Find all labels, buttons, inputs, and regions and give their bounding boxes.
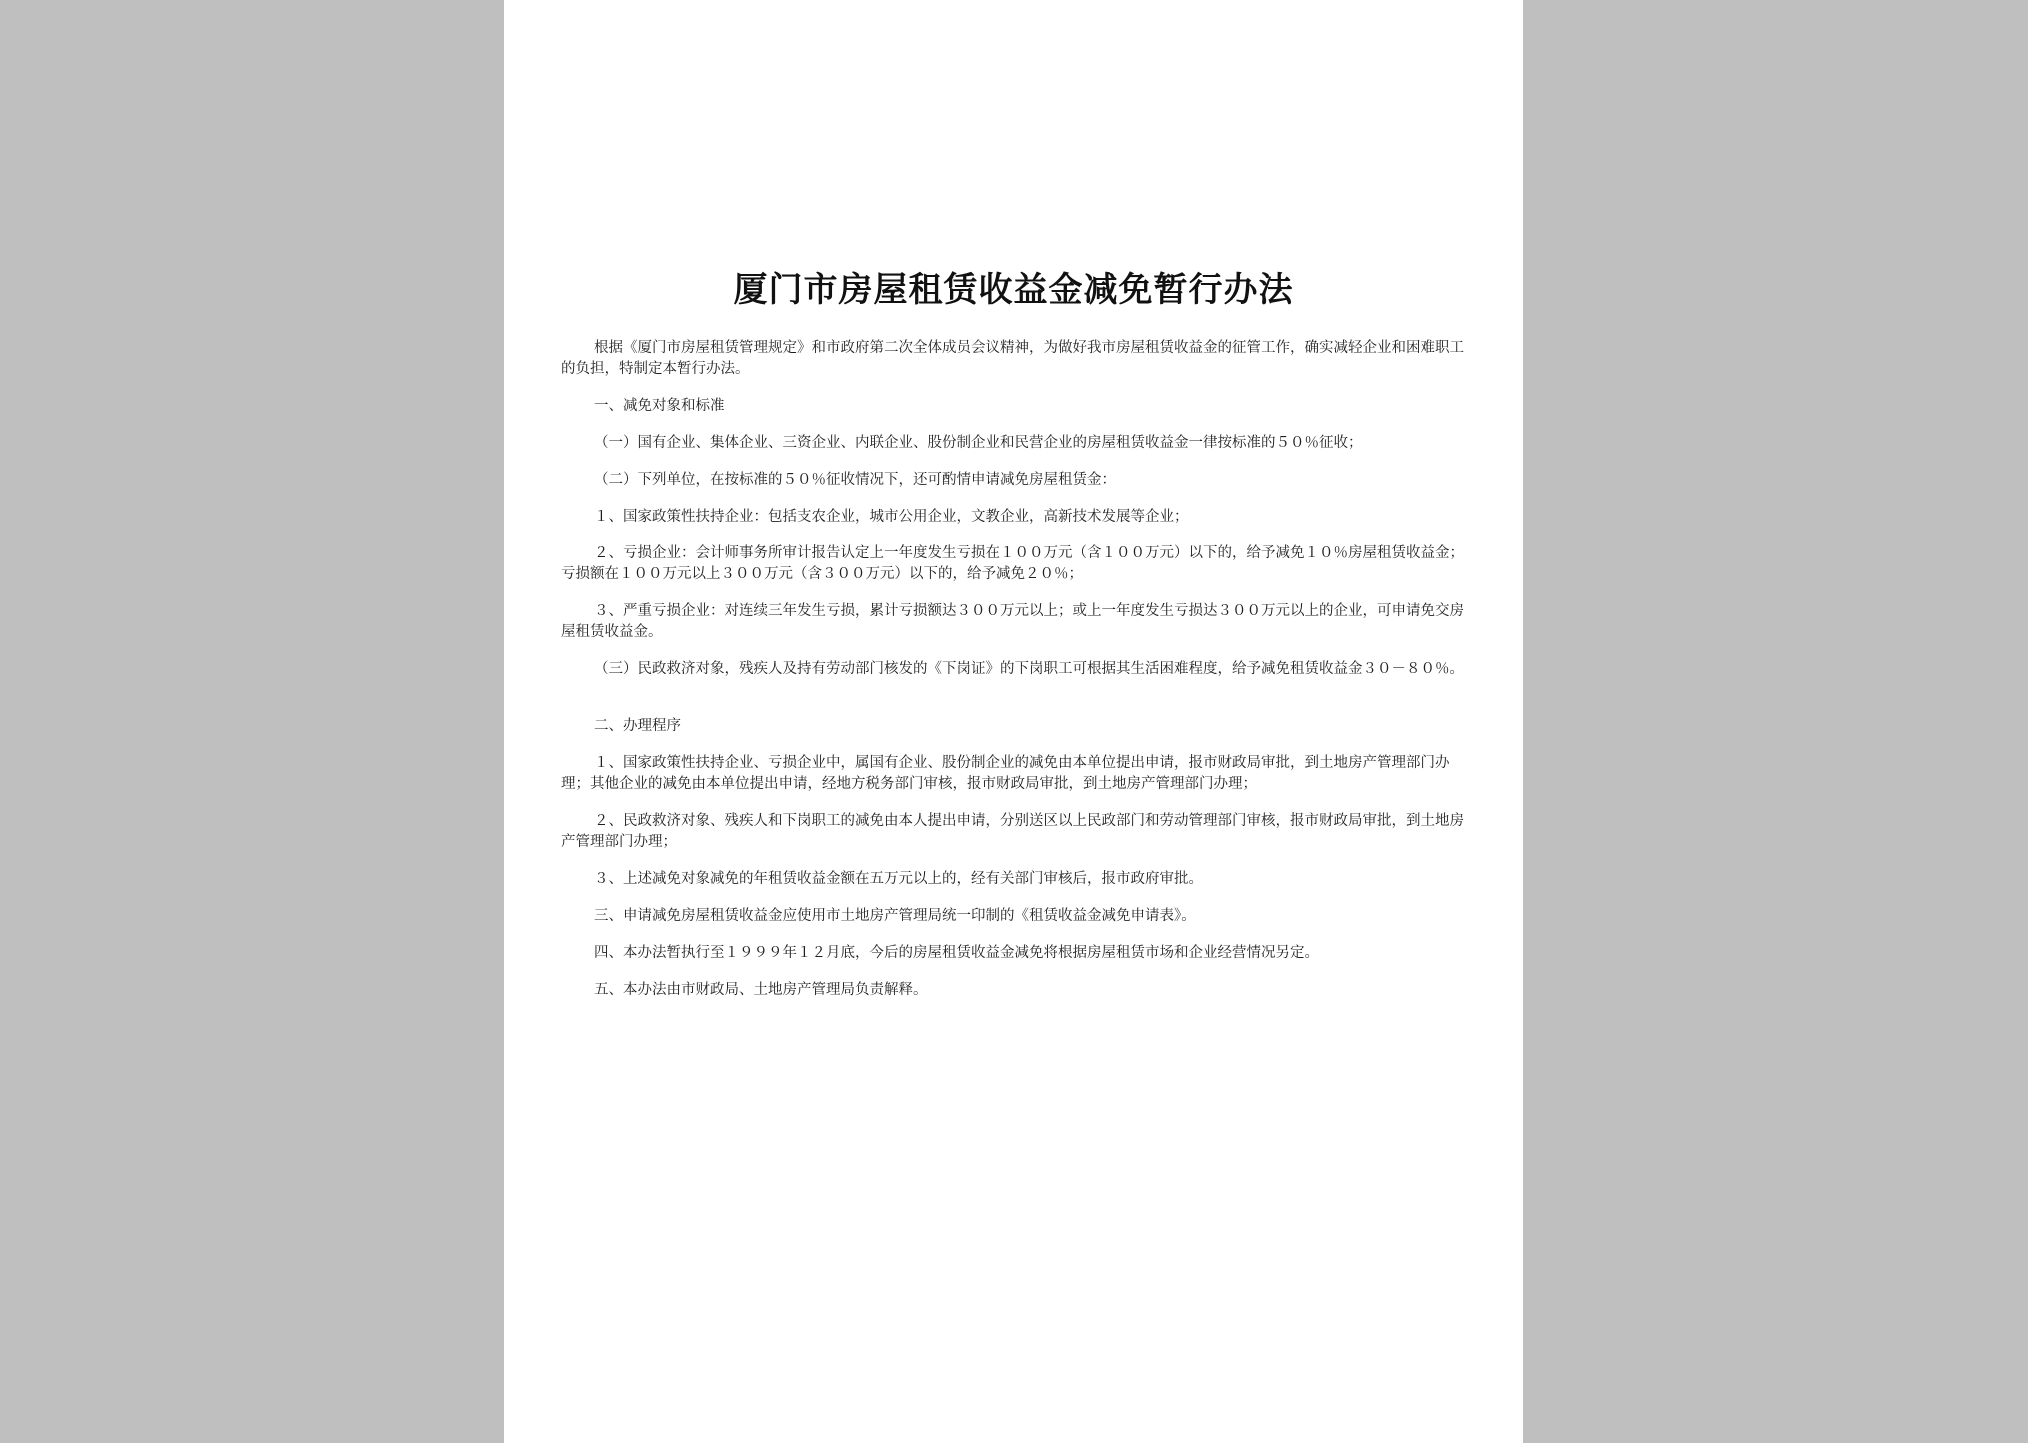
paragraph-2-2: ２、民政救济对象、残疾人和下岗职工的减免由本人提出申请，分别送区以上民政部门和劳动管理部门审核，报市财政局审批，到土地房产管理部门办理； [561, 813, 1464, 850]
section-heading-2: 二、办理程序 [594, 718, 681, 734]
section-4: 四、本办法暂执行至１９９９年１２月底，今后的房屋租赁收益金减免将根据房屋租赁市场和企业经营情况另定。 [594, 945, 1319, 961]
paragraph-2-3: ３、上述减免对象减免的年租赁收益金额在五万元以上的，经有关部门审核后，报市政府审批。 [594, 871, 1203, 887]
paragraph-preamble: 根据《厦门市房屋租赁管理规定》和市政府第二次全体成员会议精神，为做好我市房屋租赁收益金的征管工作，确实减轻企业和困难职工的负担，特制定本暂行办法。 [561, 340, 1464, 377]
section-5: 五、本办法由市财政局、土地房产管理局负责解释。 [594, 982, 928, 998]
paragraph-1-2-item-2: ２、亏损企业：会计师事务所审计报告认定上一年度发生亏损在１００万元（含１００万元）以下的，给予减免１０％房屋租赁收益金；亏损额在１００万元以上３００万元（含３００万元）以下的，给予减免２０％； [561, 545, 1464, 582]
document-title: 厦门市房屋租赁收益金减免暂行办法 [733, 270, 1294, 310]
paragraph-1-3: （三）民政救济对象，残疾人及持有劳动部门核发的《下岗证》的下岗职工可根据其生活困难程度，给予减免租赁收益金３０－８０％。 [594, 661, 1464, 677]
section-3: 三、申请减免房屋租赁收益金应使用市土地房产管理局统一印制的《租赁收益金减免申请表》。 [594, 908, 1196, 924]
paragraph-1-2-item-3: ３、严重亏损企业：对连续三年发生亏损，累计亏损额达３００万元以上；或上一年度发生亏损达３００万元以上的企业，可申请免交房屋租赁收益金。 [561, 603, 1464, 640]
paragraph-2-1: １、国家政策性扶持企业、亏损企业中，属国有企业、股份制企业的减免由本单位提出申请，报市财政局审批，到土地房产管理部门办理；其他企业的减免由本单位提出申请，经地方税务部门审核，报市财政局审批，到土地房产管理部门办理； [561, 755, 1450, 792]
document-page [504, 0, 1523, 1443]
paragraph-1-1: （一）国有企业、集体企业、三资企业、内联企业、股份制企业和民营企业的房屋租赁收益金一律按标准的５０％征收； [594, 435, 1363, 451]
paragraph-1-2: （二）下列单位，在按标准的５０％征收情况下，还可酌情申请减免房屋租赁金： [594, 472, 1116, 488]
section-heading-1: 一、减免对象和标准 [594, 398, 725, 414]
paragraph-1-2-item-1: １、国家政策性扶持企业：包括支农企业，城市公用企业，文教企业，高新技术发展等企业； [594, 509, 1189, 525]
